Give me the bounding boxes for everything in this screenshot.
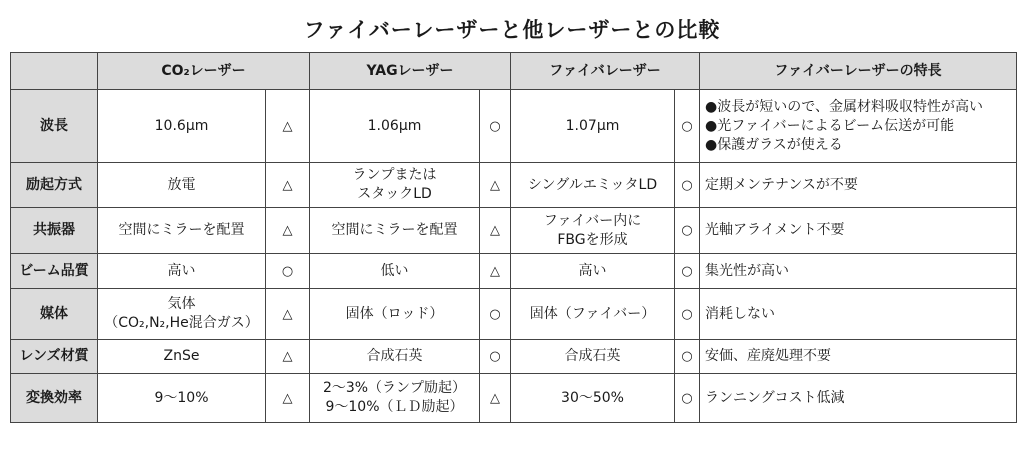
table-row	[11, 208, 1017, 254]
row-label: 波長	[11, 90, 98, 163]
row-label: 媒体	[11, 289, 98, 340]
co2-value: 放電	[98, 163, 266, 208]
fiber-value: 高い	[511, 254, 675, 289]
header-yag: YAGレーザー	[310, 53, 511, 90]
row-label: ビーム品質	[11, 254, 98, 289]
yag-value-line: スタックLD	[357, 186, 432, 202]
fiber-rating: ○	[675, 90, 700, 163]
fiber-value-line: ファイバー内に	[543, 212, 642, 229]
fiber-rating: ○	[675, 374, 700, 423]
yag-value: 固体（ロッド）	[310, 289, 480, 340]
fiber-value: 固体（ファイバー）	[511, 289, 675, 340]
fiber-value: 30～50%	[511, 374, 675, 423]
table-row	[11, 90, 1017, 163]
fiber-rating: ○	[675, 208, 700, 254]
yag-value: 低い	[310, 254, 480, 289]
header-fiber: ファイバレーザー	[511, 53, 700, 90]
fiber-rating: ○	[675, 289, 700, 340]
fiber-value: 1.07µm	[511, 90, 675, 163]
yag-value: 空間にミラーを配置	[310, 208, 480, 254]
feature-text-line: 消耗しない	[705, 305, 776, 322]
fiber-rating: ○	[675, 340, 700, 374]
fiber-value: シングルエミッタLD	[511, 163, 675, 208]
table-row	[11, 374, 1017, 423]
yag-value	[310, 163, 480, 208]
yag-rating: △	[480, 374, 511, 423]
yag-value	[310, 374, 480, 423]
row-label: レンズ材質	[11, 340, 98, 374]
comparison-table	[10, 52, 1017, 423]
yag-rating: △	[480, 254, 511, 289]
feature-text	[700, 254, 1017, 289]
feature-text-line: ●光ファイバーによるビーム伝送が可能	[705, 117, 955, 134]
co2-value: 9～10%	[98, 374, 266, 423]
fiber-rating: ○	[675, 254, 700, 289]
co2-value: 高い	[98, 254, 266, 289]
yag-value: 1.06µm	[310, 90, 480, 163]
table-row	[11, 163, 1017, 208]
co2-value: ZnSe	[98, 340, 266, 374]
fiber-value-line: FBGを形成	[557, 231, 628, 248]
fiber-rating: ○	[675, 163, 700, 208]
yag-rating: △	[480, 208, 511, 254]
feature-text	[700, 340, 1017, 374]
co2-value	[98, 289, 266, 340]
co2-rating: △	[266, 289, 310, 340]
page-title: ファイバーレーザーと他レーザーとの比較	[303, 18, 721, 42]
table-row	[11, 254, 1017, 289]
yag-value: 合成石英	[310, 340, 480, 374]
feature-text	[700, 90, 1017, 163]
co2-rating: △	[266, 340, 310, 374]
yag-value-line: 2～3%（ランプ励起）	[322, 380, 467, 396]
co2-rating: ○	[266, 254, 310, 289]
feature-text	[700, 289, 1017, 340]
yag-rating: ○	[480, 340, 511, 374]
co2-value-line: （CO₂,N₂,He混合ガス）	[104, 315, 259, 331]
feature-text-line: 光軸アライメント不要	[705, 222, 845, 238]
header-co2: CO₂レーザー	[98, 53, 310, 90]
co2-value-line: 気体	[167, 296, 196, 312]
header-corner	[11, 53, 98, 90]
co2-rating: △	[266, 374, 310, 423]
fiber-value: 合成石英	[511, 340, 675, 374]
feature-text-line: 安価、産廃処理不要	[705, 348, 832, 364]
feature-text-line: ●波長が短いので、金属材料吸収特性が高い	[705, 98, 983, 115]
feature-text-line: 定期メンテナンスが不要	[705, 176, 858, 193]
yag-rating: △	[480, 163, 511, 208]
co2-rating: △	[266, 208, 310, 254]
yag-rating: ○	[480, 90, 511, 163]
yag-value-line: ランプまたは	[352, 167, 437, 183]
co2-value: 空間にミラーを配置	[98, 208, 266, 254]
header-row	[11, 53, 1017, 90]
co2-rating: △	[266, 163, 310, 208]
table-row	[11, 340, 1017, 374]
row-label: 共振器	[11, 208, 98, 254]
feature-text	[700, 208, 1017, 254]
co2-rating: △	[266, 90, 310, 163]
co2-value: 10.6µm	[98, 90, 266, 163]
row-label: 励起方式	[11, 163, 98, 208]
feature-text-line: ●保護ガラスが使える	[705, 136, 843, 153]
feature-text	[700, 374, 1017, 423]
row-label: 変換効率	[11, 374, 98, 423]
yag-value-line: 9～10%（ＬＤ励起）	[325, 399, 464, 415]
feature-text-line: ランニングコスト低減	[705, 389, 845, 406]
fiber-value	[511, 208, 675, 254]
feature-text-line: 集光性が高い	[705, 262, 790, 279]
feature-text	[700, 163, 1017, 208]
yag-rating: ○	[480, 289, 511, 340]
table-row	[11, 289, 1017, 340]
header-features: ファイバーレーザーの特長	[700, 53, 1017, 90]
